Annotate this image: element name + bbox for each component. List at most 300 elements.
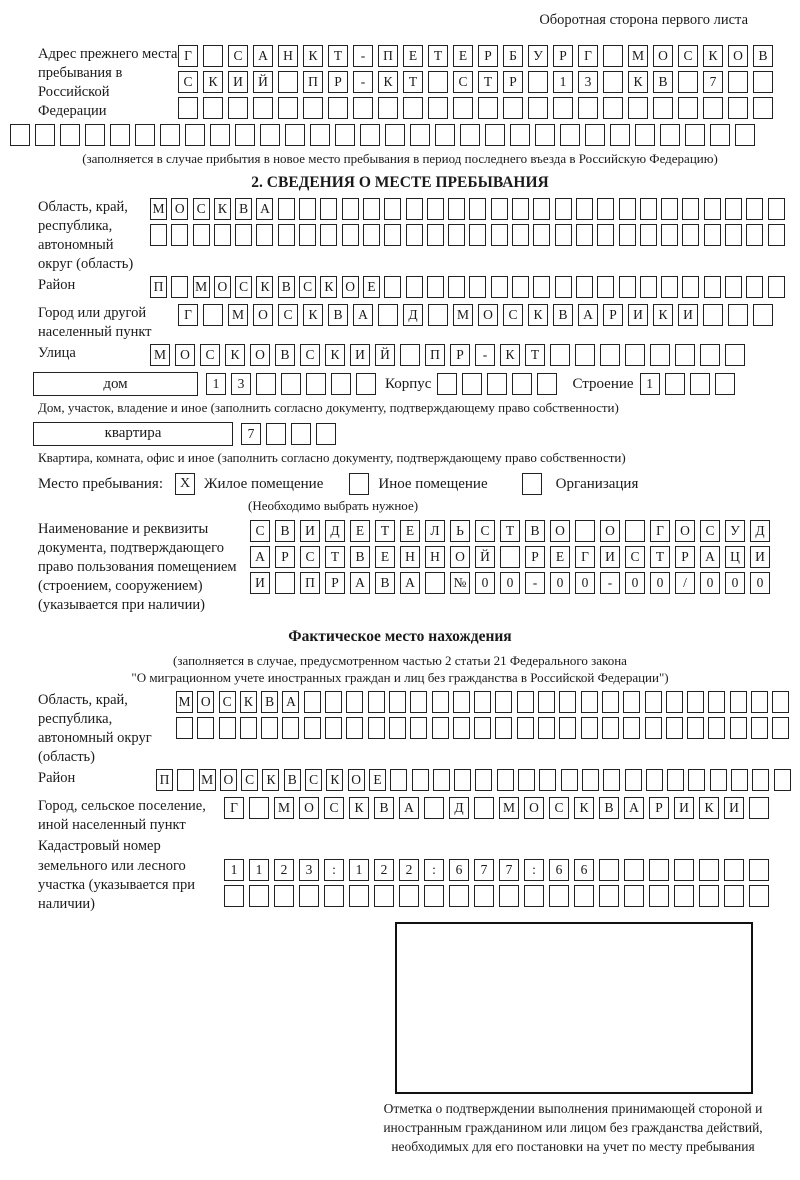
char-cell[interactable] <box>368 717 385 739</box>
char-cell[interactable]: 0 <box>500 572 520 594</box>
char-cell[interactable] <box>406 224 423 246</box>
char-cell[interactable] <box>435 124 455 146</box>
char-cell[interactable]: Л <box>425 520 445 542</box>
char-cell[interactable]: О <box>299 797 319 819</box>
char-cell[interactable] <box>210 124 230 146</box>
char-cell[interactable] <box>704 276 721 298</box>
char-cell[interactable]: Е <box>350 520 370 542</box>
char-cell[interactable]: В <box>261 691 278 713</box>
char-cell[interactable]: П <box>303 71 323 93</box>
char-cell[interactable]: С <box>503 304 523 326</box>
char-cell[interactable] <box>555 276 572 298</box>
char-cell[interactable]: Е <box>403 45 423 67</box>
char-cell[interactable]: В <box>275 344 295 366</box>
char-cell[interactable]: С <box>300 546 320 568</box>
char-cell[interactable] <box>500 546 520 568</box>
char-cell[interactable]: К <box>500 344 520 366</box>
char-cell[interactable] <box>474 797 494 819</box>
char-cell[interactable] <box>389 691 406 713</box>
char-cell[interactable]: С <box>324 797 344 819</box>
char-cell[interactable]: С <box>678 45 698 67</box>
char-cell[interactable] <box>275 572 295 594</box>
char-cell[interactable]: С <box>193 198 210 220</box>
char-cell[interactable] <box>424 885 444 907</box>
char-cell[interactable] <box>360 124 380 146</box>
char-cell[interactable] <box>574 885 594 907</box>
char-cell[interactable] <box>410 124 430 146</box>
char-cell[interactable] <box>682 224 699 246</box>
char-cell[interactable] <box>685 124 705 146</box>
char-cell[interactable] <box>453 691 470 713</box>
char-cell[interactable]: 7 <box>703 71 723 93</box>
char-cell[interactable] <box>304 717 321 739</box>
char-cell[interactable] <box>328 97 348 119</box>
char-cell[interactable]: С <box>549 797 569 819</box>
char-cell[interactable]: М <box>150 344 170 366</box>
checkbox-residential[interactable]: X <box>175 473 195 495</box>
char-cell[interactable] <box>60 124 80 146</box>
char-cell[interactable]: К <box>528 304 548 326</box>
char-cell[interactable] <box>661 276 678 298</box>
char-cell[interactable] <box>704 198 721 220</box>
char-cell[interactable]: С <box>625 546 645 568</box>
char-cell[interactable]: К <box>240 691 257 713</box>
char-cell[interactable]: К <box>320 276 337 298</box>
char-cell[interactable]: № <box>450 572 470 594</box>
char-cell[interactable]: М <box>199 769 216 791</box>
char-cell[interactable] <box>278 198 295 220</box>
char-cell[interactable] <box>768 198 785 220</box>
char-cell[interactable] <box>772 717 789 739</box>
char-cell[interactable] <box>353 97 373 119</box>
char-cell[interactable] <box>512 198 529 220</box>
char-cell[interactable] <box>499 885 519 907</box>
char-cell[interactable] <box>746 224 763 246</box>
char-cell[interactable] <box>559 717 576 739</box>
checkbox-organization[interactable] <box>522 473 542 495</box>
char-cell[interactable]: : <box>524 859 544 881</box>
char-cell[interactable] <box>285 124 305 146</box>
char-cell[interactable] <box>708 691 725 713</box>
char-cell[interactable]: - <box>475 344 495 366</box>
char-cell[interactable] <box>304 691 321 713</box>
char-cell[interactable] <box>35 124 55 146</box>
char-cell[interactable]: 0 <box>750 572 770 594</box>
char-cell[interactable]: О <box>450 546 470 568</box>
char-cell[interactable] <box>628 97 648 119</box>
char-cell[interactable]: С <box>305 769 322 791</box>
char-cell[interactable]: П <box>156 769 173 791</box>
char-cell[interactable]: Е <box>400 520 420 542</box>
char-cell[interactable]: К <box>653 304 673 326</box>
char-cell[interactable] <box>469 276 486 298</box>
char-cell[interactable] <box>224 885 244 907</box>
char-cell[interactable] <box>110 124 130 146</box>
char-cell[interactable]: 1 <box>249 859 269 881</box>
char-cell[interactable] <box>235 224 252 246</box>
char-cell[interactable] <box>667 769 684 791</box>
char-cell[interactable]: В <box>235 198 252 220</box>
char-cell[interactable]: М <box>176 691 193 713</box>
char-cell[interactable]: Т <box>650 546 670 568</box>
char-cell[interactable] <box>746 198 763 220</box>
char-cell[interactable] <box>368 691 385 713</box>
char-cell[interactable] <box>517 717 534 739</box>
char-cell[interactable] <box>331 373 351 395</box>
char-cell[interactable] <box>85 124 105 146</box>
char-cell[interactable] <box>512 224 529 246</box>
char-cell[interactable]: 3 <box>299 859 319 881</box>
char-cell[interactable] <box>475 769 492 791</box>
char-cell[interactable]: 1 <box>553 71 573 93</box>
char-cell[interactable] <box>469 224 486 246</box>
char-cell[interactable] <box>538 691 555 713</box>
char-cell[interactable] <box>576 224 593 246</box>
char-cell[interactable]: А <box>250 546 270 568</box>
char-cell[interactable] <box>555 224 572 246</box>
char-cell[interactable] <box>599 859 619 881</box>
char-cell[interactable] <box>528 97 548 119</box>
char-cell[interactable] <box>178 97 198 119</box>
char-cell[interactable] <box>728 71 748 93</box>
char-cell[interactable]: В <box>375 572 395 594</box>
char-cell[interactable] <box>575 520 595 542</box>
char-cell[interactable] <box>687 691 704 713</box>
char-cell[interactable] <box>378 304 398 326</box>
char-cell[interactable] <box>749 797 769 819</box>
char-cell[interactable]: В <box>374 797 394 819</box>
char-cell[interactable] <box>599 885 619 907</box>
char-cell[interactable] <box>203 45 223 67</box>
char-cell[interactable]: 6 <box>574 859 594 881</box>
char-cell[interactable]: О <box>524 797 544 819</box>
char-cell[interactable] <box>453 97 473 119</box>
char-cell[interactable]: Б <box>503 45 523 67</box>
char-cell[interactable] <box>427 276 444 298</box>
char-cell[interactable] <box>533 276 550 298</box>
char-cell[interactable]: Д <box>325 520 345 542</box>
char-cell[interactable] <box>602 691 619 713</box>
char-cell[interactable] <box>533 198 550 220</box>
char-cell[interactable] <box>406 276 423 298</box>
char-cell[interactable]: В <box>328 304 348 326</box>
char-cell[interactable]: О <box>220 769 237 791</box>
char-cell[interactable]: В <box>599 797 619 819</box>
char-cell[interactable]: С <box>300 344 320 366</box>
char-cell[interactable] <box>653 97 673 119</box>
char-cell[interactable]: А <box>350 572 370 594</box>
char-cell[interactable] <box>610 124 630 146</box>
char-cell[interactable] <box>751 691 768 713</box>
char-cell[interactable] <box>160 124 180 146</box>
char-cell[interactable]: : <box>324 859 344 881</box>
char-cell[interactable] <box>581 691 598 713</box>
char-cell[interactable]: М <box>274 797 294 819</box>
char-cell[interactable]: Г <box>650 520 670 542</box>
char-cell[interactable]: 1 <box>349 859 369 881</box>
char-cell[interactable]: И <box>228 71 248 93</box>
char-cell[interactable] <box>512 276 529 298</box>
char-cell[interactable]: В <box>753 45 773 67</box>
char-cell[interactable] <box>625 769 642 791</box>
char-cell[interactable]: 6 <box>449 859 469 881</box>
char-cell[interactable]: О <box>728 45 748 67</box>
char-cell[interactable]: А <box>578 304 598 326</box>
char-cell[interactable] <box>578 97 598 119</box>
char-cell[interactable] <box>581 717 598 739</box>
char-cell[interactable] <box>487 373 507 395</box>
char-cell[interactable]: Р <box>325 572 345 594</box>
char-cell[interactable] <box>635 124 655 146</box>
char-cell[interactable] <box>448 198 465 220</box>
char-cell[interactable] <box>503 97 523 119</box>
char-cell[interactable]: Г <box>178 304 198 326</box>
char-cell[interactable]: Й <box>475 546 495 568</box>
char-cell[interactable] <box>324 885 344 907</box>
char-cell[interactable] <box>549 885 569 907</box>
char-cell[interactable]: К <box>256 276 273 298</box>
char-cell[interactable] <box>428 97 448 119</box>
char-cell[interactable] <box>649 885 669 907</box>
char-cell[interactable]: А <box>353 304 373 326</box>
char-cell[interactable]: Г <box>578 45 598 67</box>
char-cell[interactable] <box>553 97 573 119</box>
char-cell[interactable] <box>700 344 720 366</box>
char-cell[interactable] <box>203 304 223 326</box>
char-cell[interactable]: Т <box>500 520 520 542</box>
char-cell[interactable] <box>731 769 748 791</box>
char-cell[interactable] <box>389 717 406 739</box>
char-cell[interactable]: И <box>350 344 370 366</box>
char-cell[interactable] <box>690 373 710 395</box>
char-cell[interactable] <box>306 373 326 395</box>
char-cell[interactable] <box>390 769 407 791</box>
char-cell[interactable] <box>623 691 640 713</box>
char-cell[interactable]: О <box>600 520 620 542</box>
char-cell[interactable] <box>342 224 359 246</box>
char-cell[interactable]: Д <box>750 520 770 542</box>
char-cell[interactable] <box>715 373 735 395</box>
char-cell[interactable] <box>687 717 704 739</box>
char-cell[interactable] <box>410 691 427 713</box>
char-cell[interactable]: 0 <box>575 572 595 594</box>
char-cell[interactable] <box>538 717 555 739</box>
char-cell[interactable] <box>699 885 719 907</box>
char-cell[interactable]: П <box>300 572 320 594</box>
char-cell[interactable] <box>424 797 444 819</box>
char-cell[interactable] <box>619 198 636 220</box>
char-cell[interactable]: - <box>600 572 620 594</box>
char-cell[interactable] <box>474 691 491 713</box>
char-cell[interactable]: С <box>250 520 270 542</box>
char-cell[interactable] <box>674 859 694 881</box>
char-cell[interactable] <box>278 71 298 93</box>
char-cell[interactable]: 0 <box>550 572 570 594</box>
char-cell[interactable]: В <box>284 769 301 791</box>
char-cell[interactable] <box>449 885 469 907</box>
char-cell[interactable] <box>772 691 789 713</box>
char-cell[interactable]: И <box>674 797 694 819</box>
char-cell[interactable]: К <box>574 797 594 819</box>
char-cell[interactable] <box>299 198 316 220</box>
char-cell[interactable] <box>437 373 457 395</box>
char-cell[interactable]: - <box>353 71 373 93</box>
char-cell[interactable]: 2 <box>274 859 294 881</box>
char-cell[interactable] <box>640 276 657 298</box>
char-cell[interactable] <box>256 373 276 395</box>
char-cell[interactable] <box>725 344 745 366</box>
char-cell[interactable] <box>135 124 155 146</box>
char-cell[interactable]: Т <box>478 71 498 93</box>
char-cell[interactable] <box>575 344 595 366</box>
char-cell[interactable] <box>603 769 620 791</box>
char-cell[interactable] <box>774 769 791 791</box>
char-cell[interactable] <box>403 97 423 119</box>
char-cell[interactable]: М <box>150 198 167 220</box>
char-cell[interactable]: Ц <box>725 546 745 568</box>
char-cell[interactable]: В <box>275 520 295 542</box>
char-cell[interactable]: В <box>653 71 673 93</box>
char-cell[interactable]: С <box>475 520 495 542</box>
char-cell[interactable] <box>725 276 742 298</box>
char-cell[interactable]: П <box>150 276 167 298</box>
char-cell[interactable]: К <box>262 769 279 791</box>
char-cell[interactable] <box>491 276 508 298</box>
char-cell[interactable] <box>325 691 342 713</box>
char-cell[interactable] <box>185 124 205 146</box>
char-cell[interactable]: В <box>350 546 370 568</box>
char-cell[interactable]: Р <box>450 344 470 366</box>
char-cell[interactable]: 7 <box>241 423 261 445</box>
char-cell[interactable] <box>649 859 669 881</box>
char-cell[interactable] <box>453 717 470 739</box>
char-cell[interactable] <box>316 423 336 445</box>
char-cell[interactable] <box>478 97 498 119</box>
char-cell[interactable] <box>384 198 401 220</box>
char-cell[interactable]: М <box>499 797 519 819</box>
char-cell[interactable]: К <box>325 344 345 366</box>
char-cell[interactable]: Р <box>503 71 523 93</box>
char-cell[interactable] <box>346 717 363 739</box>
char-cell[interactable]: Р <box>478 45 498 67</box>
char-cell[interactable] <box>661 224 678 246</box>
char-cell[interactable] <box>427 224 444 246</box>
char-cell[interactable] <box>710 769 727 791</box>
char-cell[interactable] <box>474 717 491 739</box>
char-cell[interactable]: С <box>700 520 720 542</box>
char-cell[interactable] <box>432 717 449 739</box>
char-cell[interactable]: А <box>399 797 419 819</box>
char-cell[interactable] <box>674 885 694 907</box>
char-cell[interactable] <box>378 97 398 119</box>
char-cell[interactable] <box>428 71 448 93</box>
char-cell[interactable] <box>640 198 657 220</box>
char-cell[interactable] <box>675 344 695 366</box>
char-cell[interactable] <box>219 717 236 739</box>
char-cell[interactable] <box>678 97 698 119</box>
char-cell[interactable] <box>299 885 319 907</box>
char-cell[interactable]: 2 <box>399 859 419 881</box>
char-cell[interactable] <box>469 198 486 220</box>
char-cell[interactable] <box>203 97 223 119</box>
char-cell[interactable] <box>624 859 644 881</box>
char-cell[interactable] <box>555 198 572 220</box>
char-cell[interactable] <box>448 276 465 298</box>
char-cell[interactable]: И <box>300 520 320 542</box>
char-cell[interactable] <box>260 124 280 146</box>
char-cell[interactable]: / <box>675 572 695 594</box>
char-cell[interactable] <box>645 717 662 739</box>
char-cell[interactable] <box>753 97 773 119</box>
char-cell[interactable] <box>384 224 401 246</box>
char-cell[interactable]: О <box>478 304 498 326</box>
char-cell[interactable]: П <box>378 45 398 67</box>
char-cell[interactable] <box>708 717 725 739</box>
char-cell[interactable] <box>597 276 614 298</box>
char-cell[interactable] <box>320 224 337 246</box>
char-cell[interactable] <box>399 885 419 907</box>
char-cell[interactable] <box>363 198 380 220</box>
char-cell[interactable] <box>735 124 755 146</box>
char-cell[interactable]: Р <box>603 304 623 326</box>
char-cell[interactable] <box>699 859 719 881</box>
char-cell[interactable]: : <box>424 859 444 881</box>
char-cell[interactable]: 3 <box>231 373 251 395</box>
char-cell[interactable]: 0 <box>475 572 495 594</box>
char-cell[interactable] <box>619 224 636 246</box>
char-cell[interactable] <box>749 885 769 907</box>
char-cell[interactable]: Е <box>550 546 570 568</box>
char-cell[interactable]: - <box>525 572 545 594</box>
char-cell[interactable] <box>278 97 298 119</box>
char-cell[interactable]: К <box>203 71 223 93</box>
char-cell[interactable] <box>650 344 670 366</box>
char-cell[interactable]: Р <box>525 546 545 568</box>
char-cell[interactable] <box>585 124 605 146</box>
char-cell[interactable] <box>495 691 512 713</box>
char-cell[interactable]: У <box>528 45 548 67</box>
char-cell[interactable] <box>597 224 614 246</box>
char-cell[interactable]: К <box>378 71 398 93</box>
char-cell[interactable] <box>576 276 593 298</box>
char-cell[interactable] <box>703 304 723 326</box>
char-cell[interactable] <box>495 717 512 739</box>
char-cell[interactable]: Т <box>375 520 395 542</box>
char-cell[interactable]: Д <box>403 304 423 326</box>
char-cell[interactable] <box>428 304 448 326</box>
char-cell[interactable] <box>517 691 534 713</box>
char-cell[interactable]: О <box>175 344 195 366</box>
char-cell[interactable]: - <box>353 45 373 67</box>
char-cell[interactable]: Н <box>278 45 298 67</box>
char-cell[interactable]: Т <box>428 45 448 67</box>
char-cell[interactable] <box>462 373 482 395</box>
char-cell[interactable] <box>240 717 257 739</box>
char-cell[interactable] <box>724 859 744 881</box>
char-cell[interactable] <box>602 717 619 739</box>
char-cell[interactable] <box>725 224 742 246</box>
char-cell[interactable]: А <box>253 45 273 67</box>
char-cell[interactable]: Н <box>400 546 420 568</box>
char-cell[interactable]: О <box>675 520 695 542</box>
char-cell[interactable]: У <box>725 520 745 542</box>
char-cell[interactable] <box>320 198 337 220</box>
char-cell[interactable]: Н <box>425 546 445 568</box>
char-cell[interactable] <box>214 224 231 246</box>
char-cell[interactable] <box>303 97 323 119</box>
char-cell[interactable] <box>249 885 269 907</box>
char-cell[interactable] <box>291 423 311 445</box>
